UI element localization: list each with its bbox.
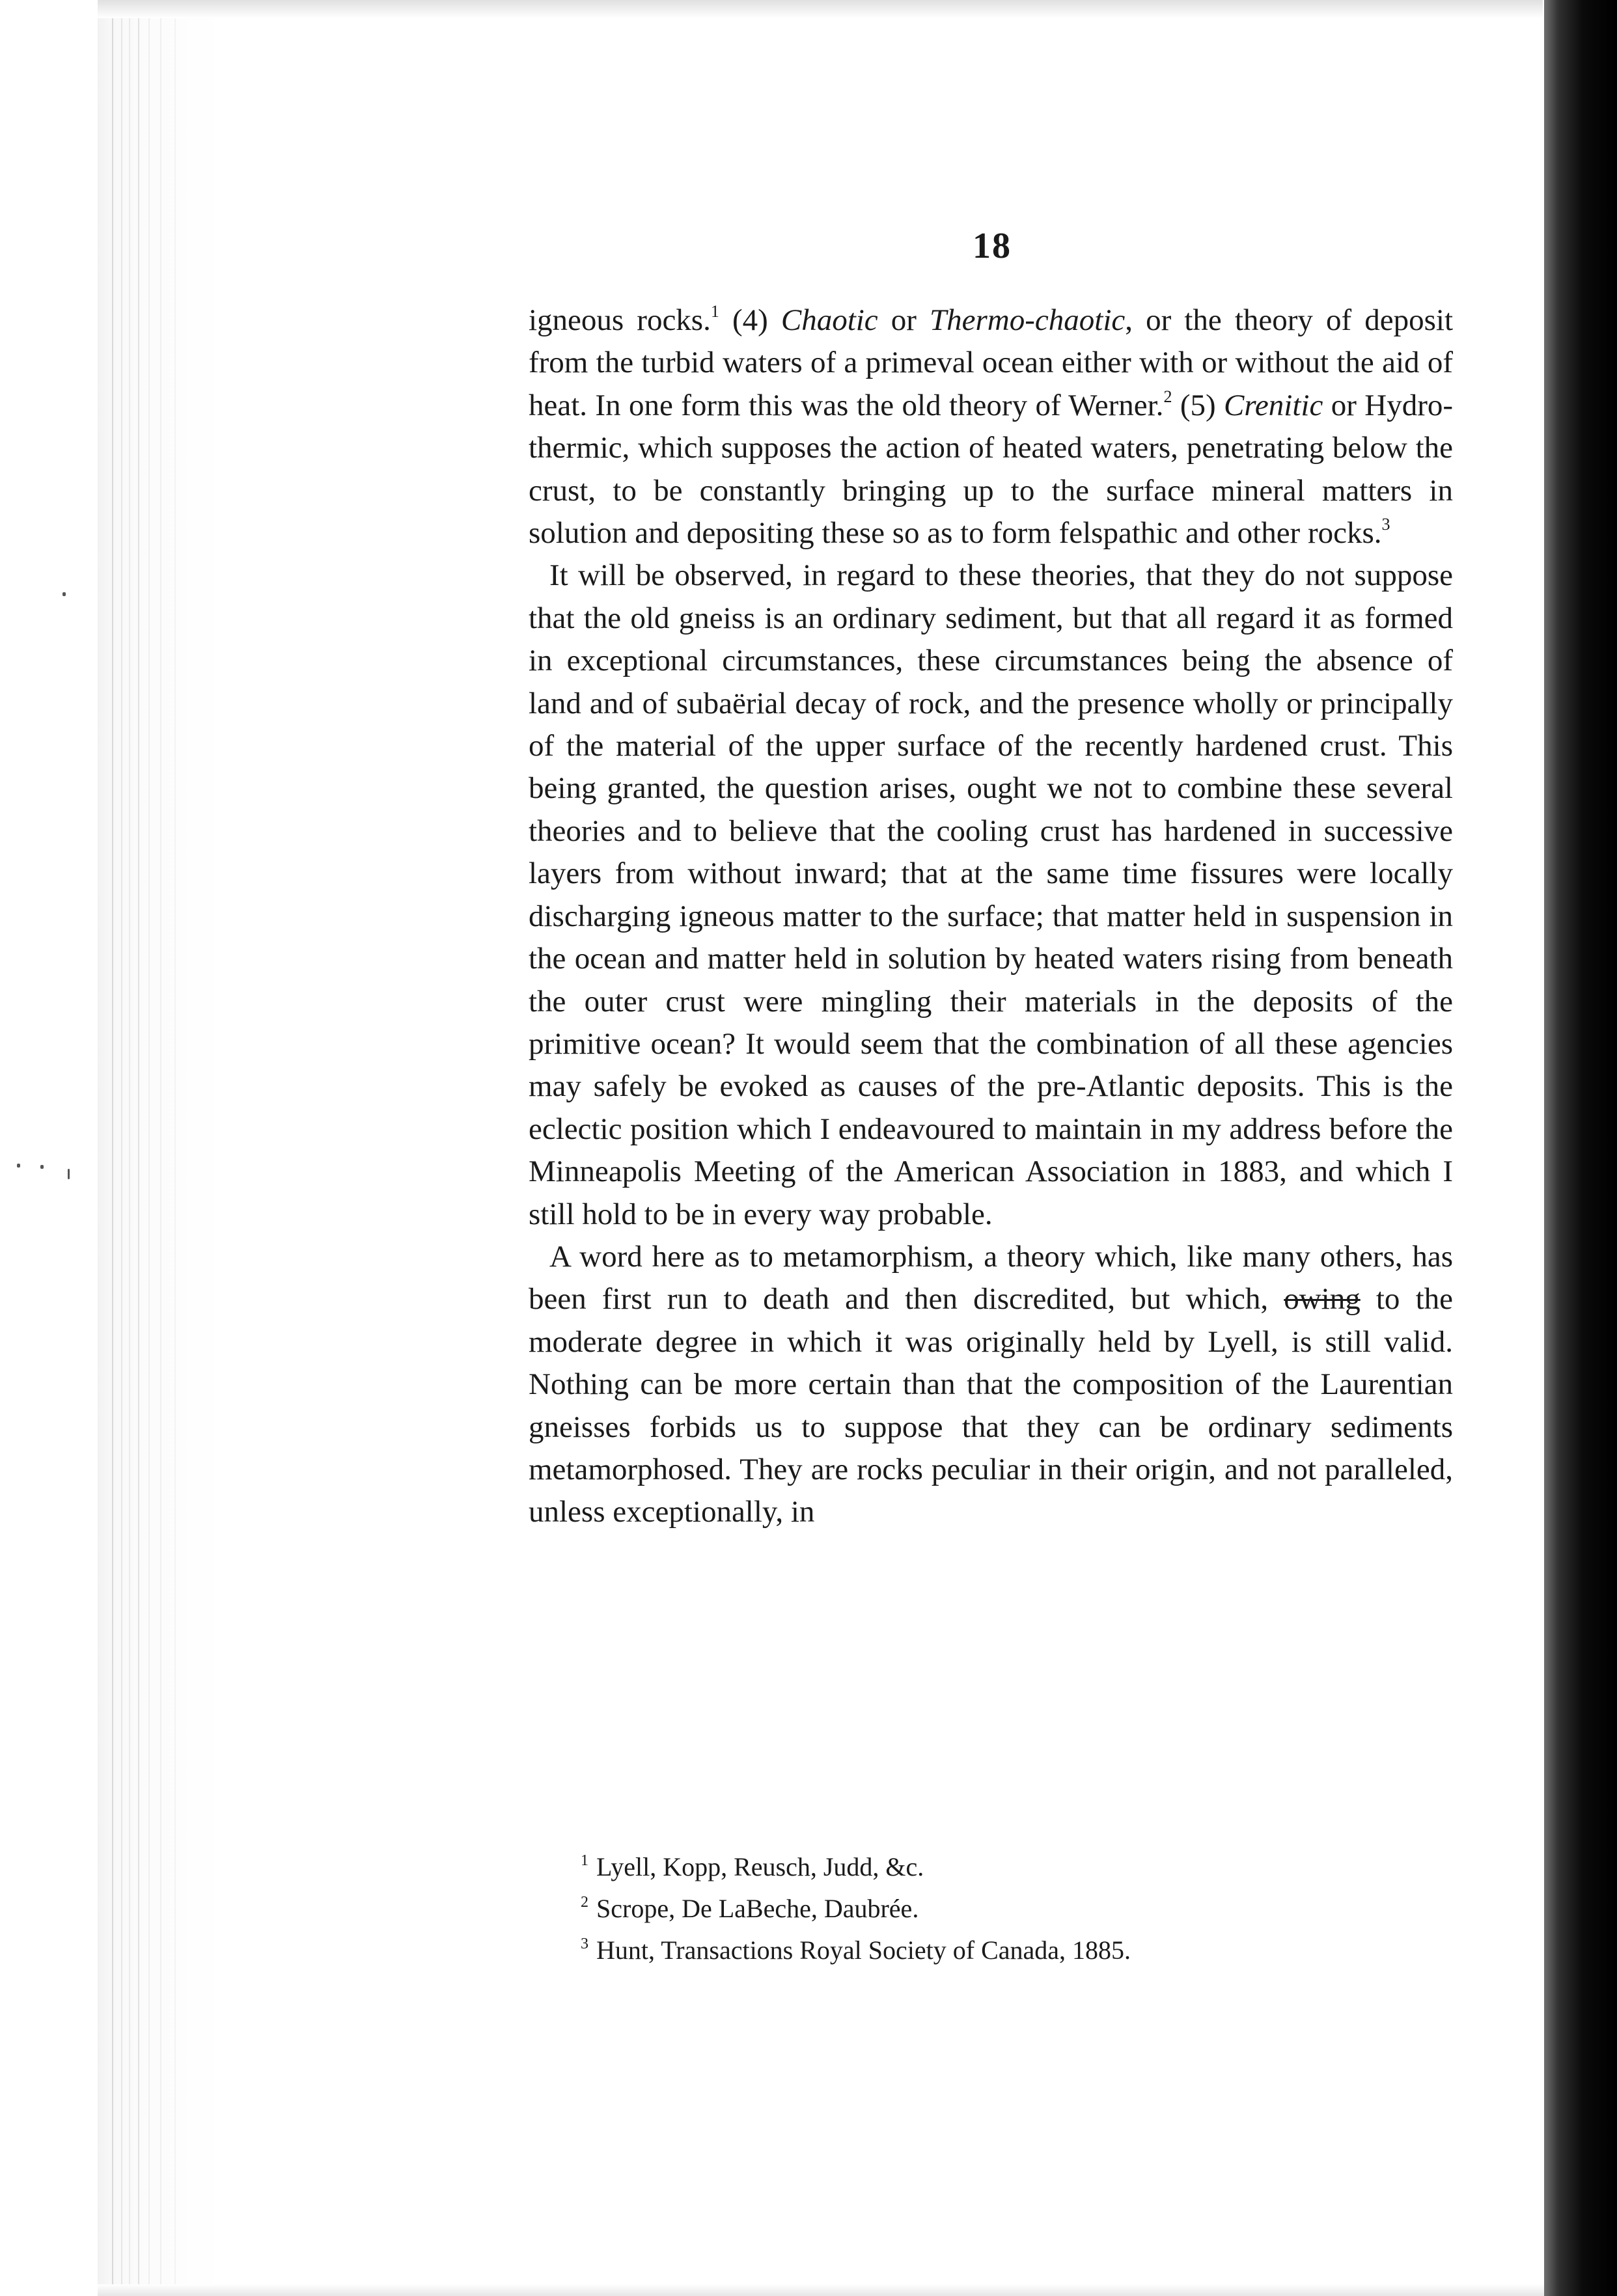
footnote-mark: 2 [581, 1894, 588, 1911]
footnote [581, 1926, 1453, 1968]
footnote-ref-2: 2 [1163, 387, 1172, 406]
scan-top-edge [98, 0, 1543, 18]
footnote-ref-3: 3 [1381, 515, 1390, 534]
page-number: 18 [973, 226, 1012, 266]
scan-bottom-edge [98, 2284, 1544, 2296]
term-crenitic: Crenitic [1224, 388, 1323, 422]
scan-speck [17, 1164, 20, 1168]
scan-left-margin [98, 0, 221, 2296]
body-text [529, 299, 1453, 1534]
paragraph-3: A word here as to metamorphism, a theory which, like many others, has been first run to death and then discredited, but which, owing to the moderate degree in which it was originally held by Lyell, is still valid. Nothing can be more certain than that the composition of the Laurentian gneisses forbids us to suppose that they can be ordinary sediments metamorphosed. They are rocks peculiar in their origin, and not paralleled, unless exceptionally, in [529, 1239, 1453, 1529]
footnote-text: Hunt, Transactions Royal Society of Canada, 1885. [596, 1935, 1131, 1965]
term-thermo-chaotic: Thermo-chaotic [930, 303, 1126, 337]
footnote-mark: 1 [581, 1852, 588, 1869]
footnote-text: Lyell, Kopp, Reusch, Judd, &c. [596, 1852, 924, 1881]
scan-speck [68, 1169, 70, 1179]
footnote-mark: 3 [581, 1935, 588, 1952]
footnote-ref-1: 1 [710, 302, 719, 321]
scan-speck [62, 592, 66, 596]
footnote [581, 1885, 1453, 1926]
footnotes [581, 1843, 1453, 1968]
scan-right-edge [1544, 0, 1617, 2296]
paragraph-1: igneous rocks.$^1$ (4) Chaotic or Thermo-chaotic, or the theory of deposit from the turbid waters of a primeval ocean either with or without the aid of heat. In one form this was the old theory of Werner.$^2$ (5) Crenitic or Hydro-thermic, which supposes the action of heated waters, penetrating below the crust, to be constantly bringing up to the surface mineral matters in solution and depositing these so as to form felspathic and other rocks.$^3$ [529, 302, 1454, 551]
paragraph-2: It will be observed, in regard to these theories, that they do not suppose that the old gneiss is an ordinary sediment, but that all regard it as formed in exceptional circumstances, these circumstances being the absence of land and of subaërial decay of rock, and the presence wholly or principally of the material of the upper surface of the recently hardened crust. This being granted, the question arises, ought we not to combine these several theories and to believe that the cooling crust has hardened in successive layers from without inward; that at the same time fissures were locally discharging igneous matter to the surface; that matter held in suspension in the ocean and matter held in solution by heated waters rising from beneath the outer crust were mingling their materials in the deposits of the primitive ocean? It would seem that the combination of all these agencies may safely be evoked as causes of the pre-Atlantic deposits. This is the eclectic position which I endeavoured to maintain in my address before the Minneapolis Meeting of the American Association in 1883, and which I still hold to be in every way probable. [529, 558, 1453, 1231]
footnote-text: Scrope, De LaBeche, Daubrée. [596, 1894, 919, 1923]
footnote [581, 1843, 1453, 1885]
scan-speck [40, 1165, 44, 1169]
struck-word: owing [1284, 1282, 1361, 1317]
term-chaotic: Chaotic [781, 303, 878, 337]
